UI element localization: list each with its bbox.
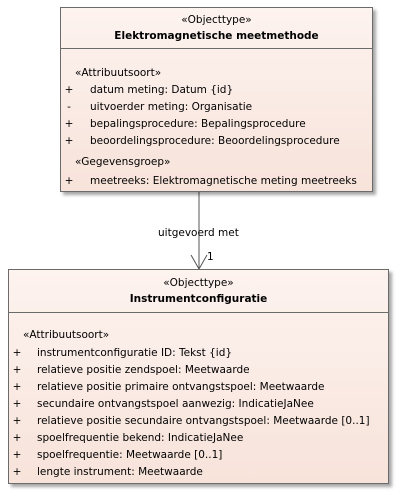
attribute-text: relatieve positie secundaire ontvangstspoel: Meetwaarde [0..1]: [37, 415, 370, 427]
class-name: Elektromagnetische meetmethode: [114, 30, 319, 42]
class-stereotype: «Objecttype»: [163, 277, 234, 289]
class-box-elektromagnetische-meetmethode[interactable]: [60, 7, 373, 192]
attribute-text: spoelfrequentie bekend: IndicatieJaNee: [37, 432, 244, 444]
group-stereotype: «Attribuutsoort»: [75, 67, 162, 79]
visibility-marker: +: [64, 84, 74, 96]
attribute-text: secundaire ontvangstspoel aanwezig: IndicatieJaNee: [37, 398, 314, 410]
visibility-marker: +: [12, 415, 22, 427]
attribute-text: lengte instrument: Meetwaarde: [37, 466, 203, 478]
visibility-marker: +: [64, 135, 74, 147]
class-header: [9, 270, 388, 313]
attribute-text: relatieve positie zendspoel: Meetwaarde: [37, 364, 250, 376]
visibility-marker: +: [12, 347, 22, 359]
visibility-marker: +: [12, 398, 22, 410]
attribute-text: beoordelingsprocedure: Beoordelingsprocedure: [90, 135, 340, 147]
attribute-text: datum meting: Datum {id}: [90, 84, 234, 96]
attribute-text: meetreeks: Elektromagnetische meting meetreeks: [90, 175, 357, 187]
class-name: Instrumentconfiguratie: [129, 293, 268, 305]
group-stereotype: «Attribuutsoort»: [23, 329, 110, 341]
visibility-marker: +: [12, 466, 22, 478]
visibility-marker: +: [64, 175, 74, 187]
visibility-marker: +: [12, 432, 22, 444]
class-stereotype: «Objecttype»: [181, 14, 252, 26]
attribute-text: instrumentconfiguratie ID: Tekst {id}: [37, 347, 233, 359]
association-multiplicity: 1: [207, 251, 214, 263]
visibility-marker: -: [67, 101, 71, 113]
group-stereotype: «Gegevensgroep»: [75, 156, 171, 168]
class-header: [61, 8, 372, 49]
attribute-text: relatieve positie primaire ontvangstspoel: Meetwaarde: [37, 381, 325, 393]
visibility-marker: +: [64, 118, 74, 130]
attribute-text: uitvoerder meting: Organisatie: [90, 101, 253, 113]
visibility-marker: +: [12, 449, 22, 461]
attribute-text: spoelfrequentie: Meetwaarde [0..1]: [37, 449, 223, 461]
association-label: uitgevoerd met: [158, 227, 239, 239]
visibility-marker: +: [12, 364, 22, 376]
attribute-text: bepalingsprocedure: Bepalingsprocedure: [90, 118, 306, 130]
visibility-marker: +: [12, 381, 22, 393]
class-box-instrumentconfiguratie[interactable]: [8, 269, 389, 484]
